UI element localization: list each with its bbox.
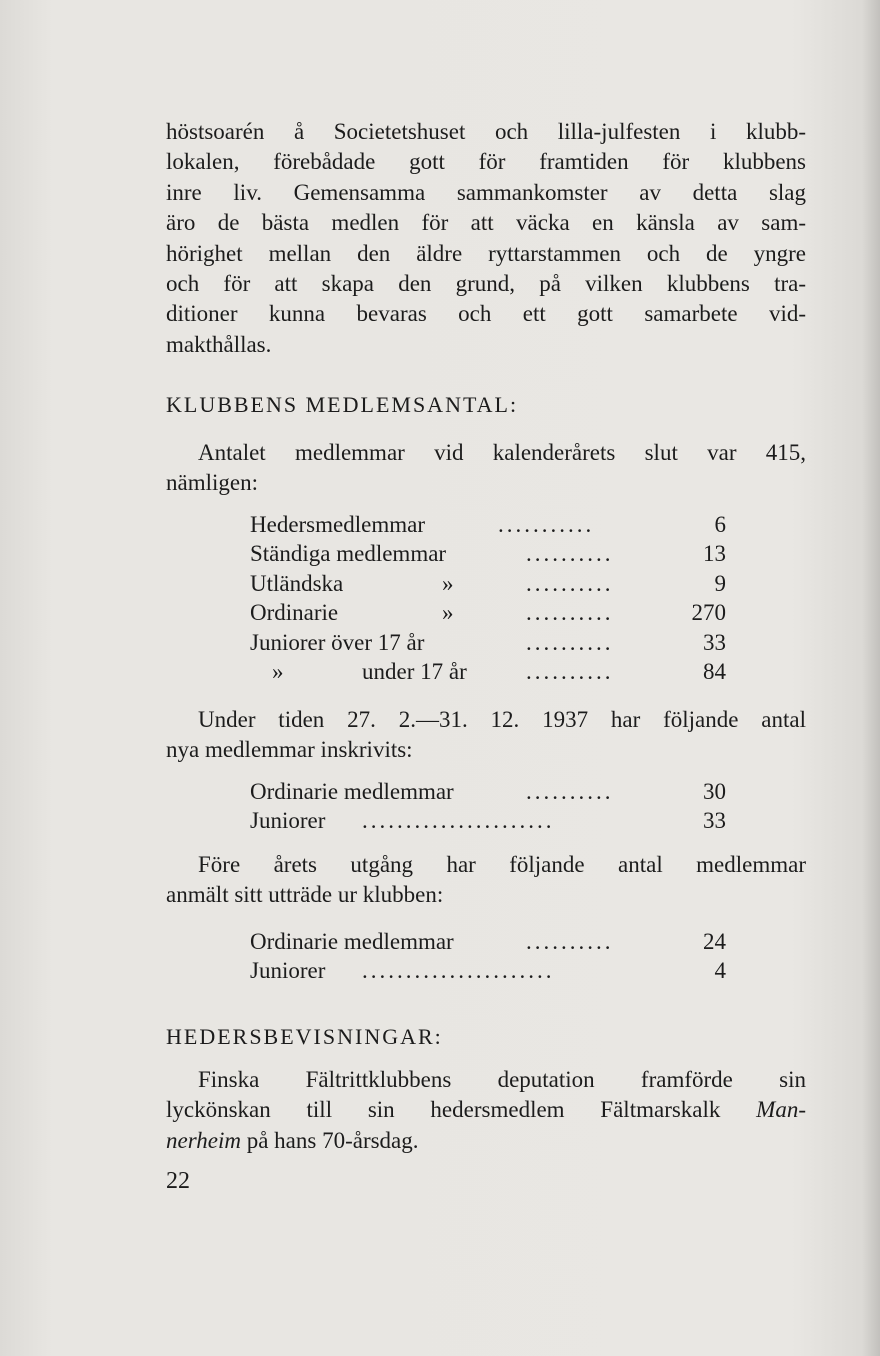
honors-line: Finska Fältrittklubbens deputation framförde sin [198,1067,806,1092]
new-members-paragraph [166,705,806,766]
intro-paragraph [166,117,806,360]
row-label: Ordinarie medlemmar [250,779,454,804]
honors-line [166,1126,806,1156]
honors-name-italic: Man- [756,1097,806,1123]
resigned-line: anmält sitt utträde ur klubben: [166,882,444,908]
intro-line: hörighet mellan den äldre ryttarstammen och de yngre [166,240,806,266]
intro-line: ditioner kunna bevaras och ett gott samarbete vid- [166,301,806,327]
honors-line-text: lyckönskan till sin hedersmedlem Fältmarskalk [166,1097,757,1123]
table-row [250,628,726,657]
honors-paragraph [166,1065,806,1156]
row-value: 33 [703,808,726,834]
intro-line: äro de bästa medlen för att väcka en känsla av sam- [166,210,806,236]
intro-line: lokalen, förebådade gott för framtiden för klubbens [166,149,806,175]
honors-heading: HEDERSBEVISNINGAR: [166,1024,443,1049]
honors-name-italic: nerheim [166,1127,241,1153]
ditto-mark: » [272,658,284,684]
honors-line-text: på hans 70-årsdag. [240,1127,419,1153]
resigned-paragraph [166,850,806,911]
row-label: Hedersmedlemmar [250,512,425,537]
members-text-line: Antalet medlemmar vid kalenderårets slut var 415, [198,440,806,465]
intro-line: höstsoarén å Societetshuset och lilla-julfesten i klubb- [166,119,806,144]
dot-leader: .......... [526,570,614,596]
intro-line: makthållas. [166,331,272,357]
table-row [250,598,726,627]
table-row [250,657,726,686]
dot-leader: ...................... [362,958,555,984]
dot-leader: ...................... [362,808,555,834]
row-value: 6 [714,512,726,537]
dot-leader: .......... [526,600,614,626]
row-label: Juniorer [250,958,326,984]
new-members-table [250,777,726,836]
new-members-line: Under tiden 27. 2.—31. 12. 1937 har följande antal [198,707,806,732]
table-row [250,510,726,539]
row-value: 33 [703,629,726,655]
row-value: 30 [703,779,726,804]
honors-line [166,1095,806,1125]
dot-leader: .......... [526,658,614,684]
intro-line: och för att skapa den grund, på vilken klubbens tra- [166,271,806,297]
intro-line: inre liv. Gemensamma sammankomster av detta slag [166,179,806,205]
row-value: 270 [691,600,726,626]
row-label: Utländska [250,570,344,596]
ditto-mark: » [442,600,454,626]
table-row [250,956,726,985]
row-value: 9 [714,570,726,596]
row-value: 24 [703,929,726,954]
resigned-line: Före årets utgång har följande antal medlemmar [198,852,806,877]
row-label: Juniorer [250,808,326,834]
table-row [250,569,726,598]
dot-leader: .......... [526,541,614,567]
members-paragraph [166,438,806,499]
dot-leader: .......... [526,929,614,954]
resigned-table [250,927,726,986]
members-heading: KLUBBENS MEDLEMSANTAL: [166,392,519,417]
table-row [250,927,726,956]
row-label: Ordinarie medlemmar [250,929,454,954]
page-edge-shadow [862,0,880,1356]
table-row [250,806,726,835]
row-label: Juniorer över 17 år [250,629,425,655]
new-members-line: nya medlemmar inskrivits: [166,737,413,763]
table-row [250,777,726,806]
page-number: 22 [166,1168,190,1194]
ditto-mark: » [442,570,454,596]
row-value: 84 [703,658,726,684]
members-text-line: nämligen: [166,470,258,496]
dot-leader: .......... [526,779,614,804]
members-table [250,510,726,686]
dot-leader: ........... [498,512,595,537]
row-label: Ordinarie [250,600,339,626]
row-label: Ständiga medlemmar [250,541,447,567]
row-label: under 17 år [362,658,467,684]
row-value: 4 [714,958,726,984]
row-value: 13 [703,541,726,567]
dot-leader: .......... [526,629,614,655]
table-row [250,539,726,568]
